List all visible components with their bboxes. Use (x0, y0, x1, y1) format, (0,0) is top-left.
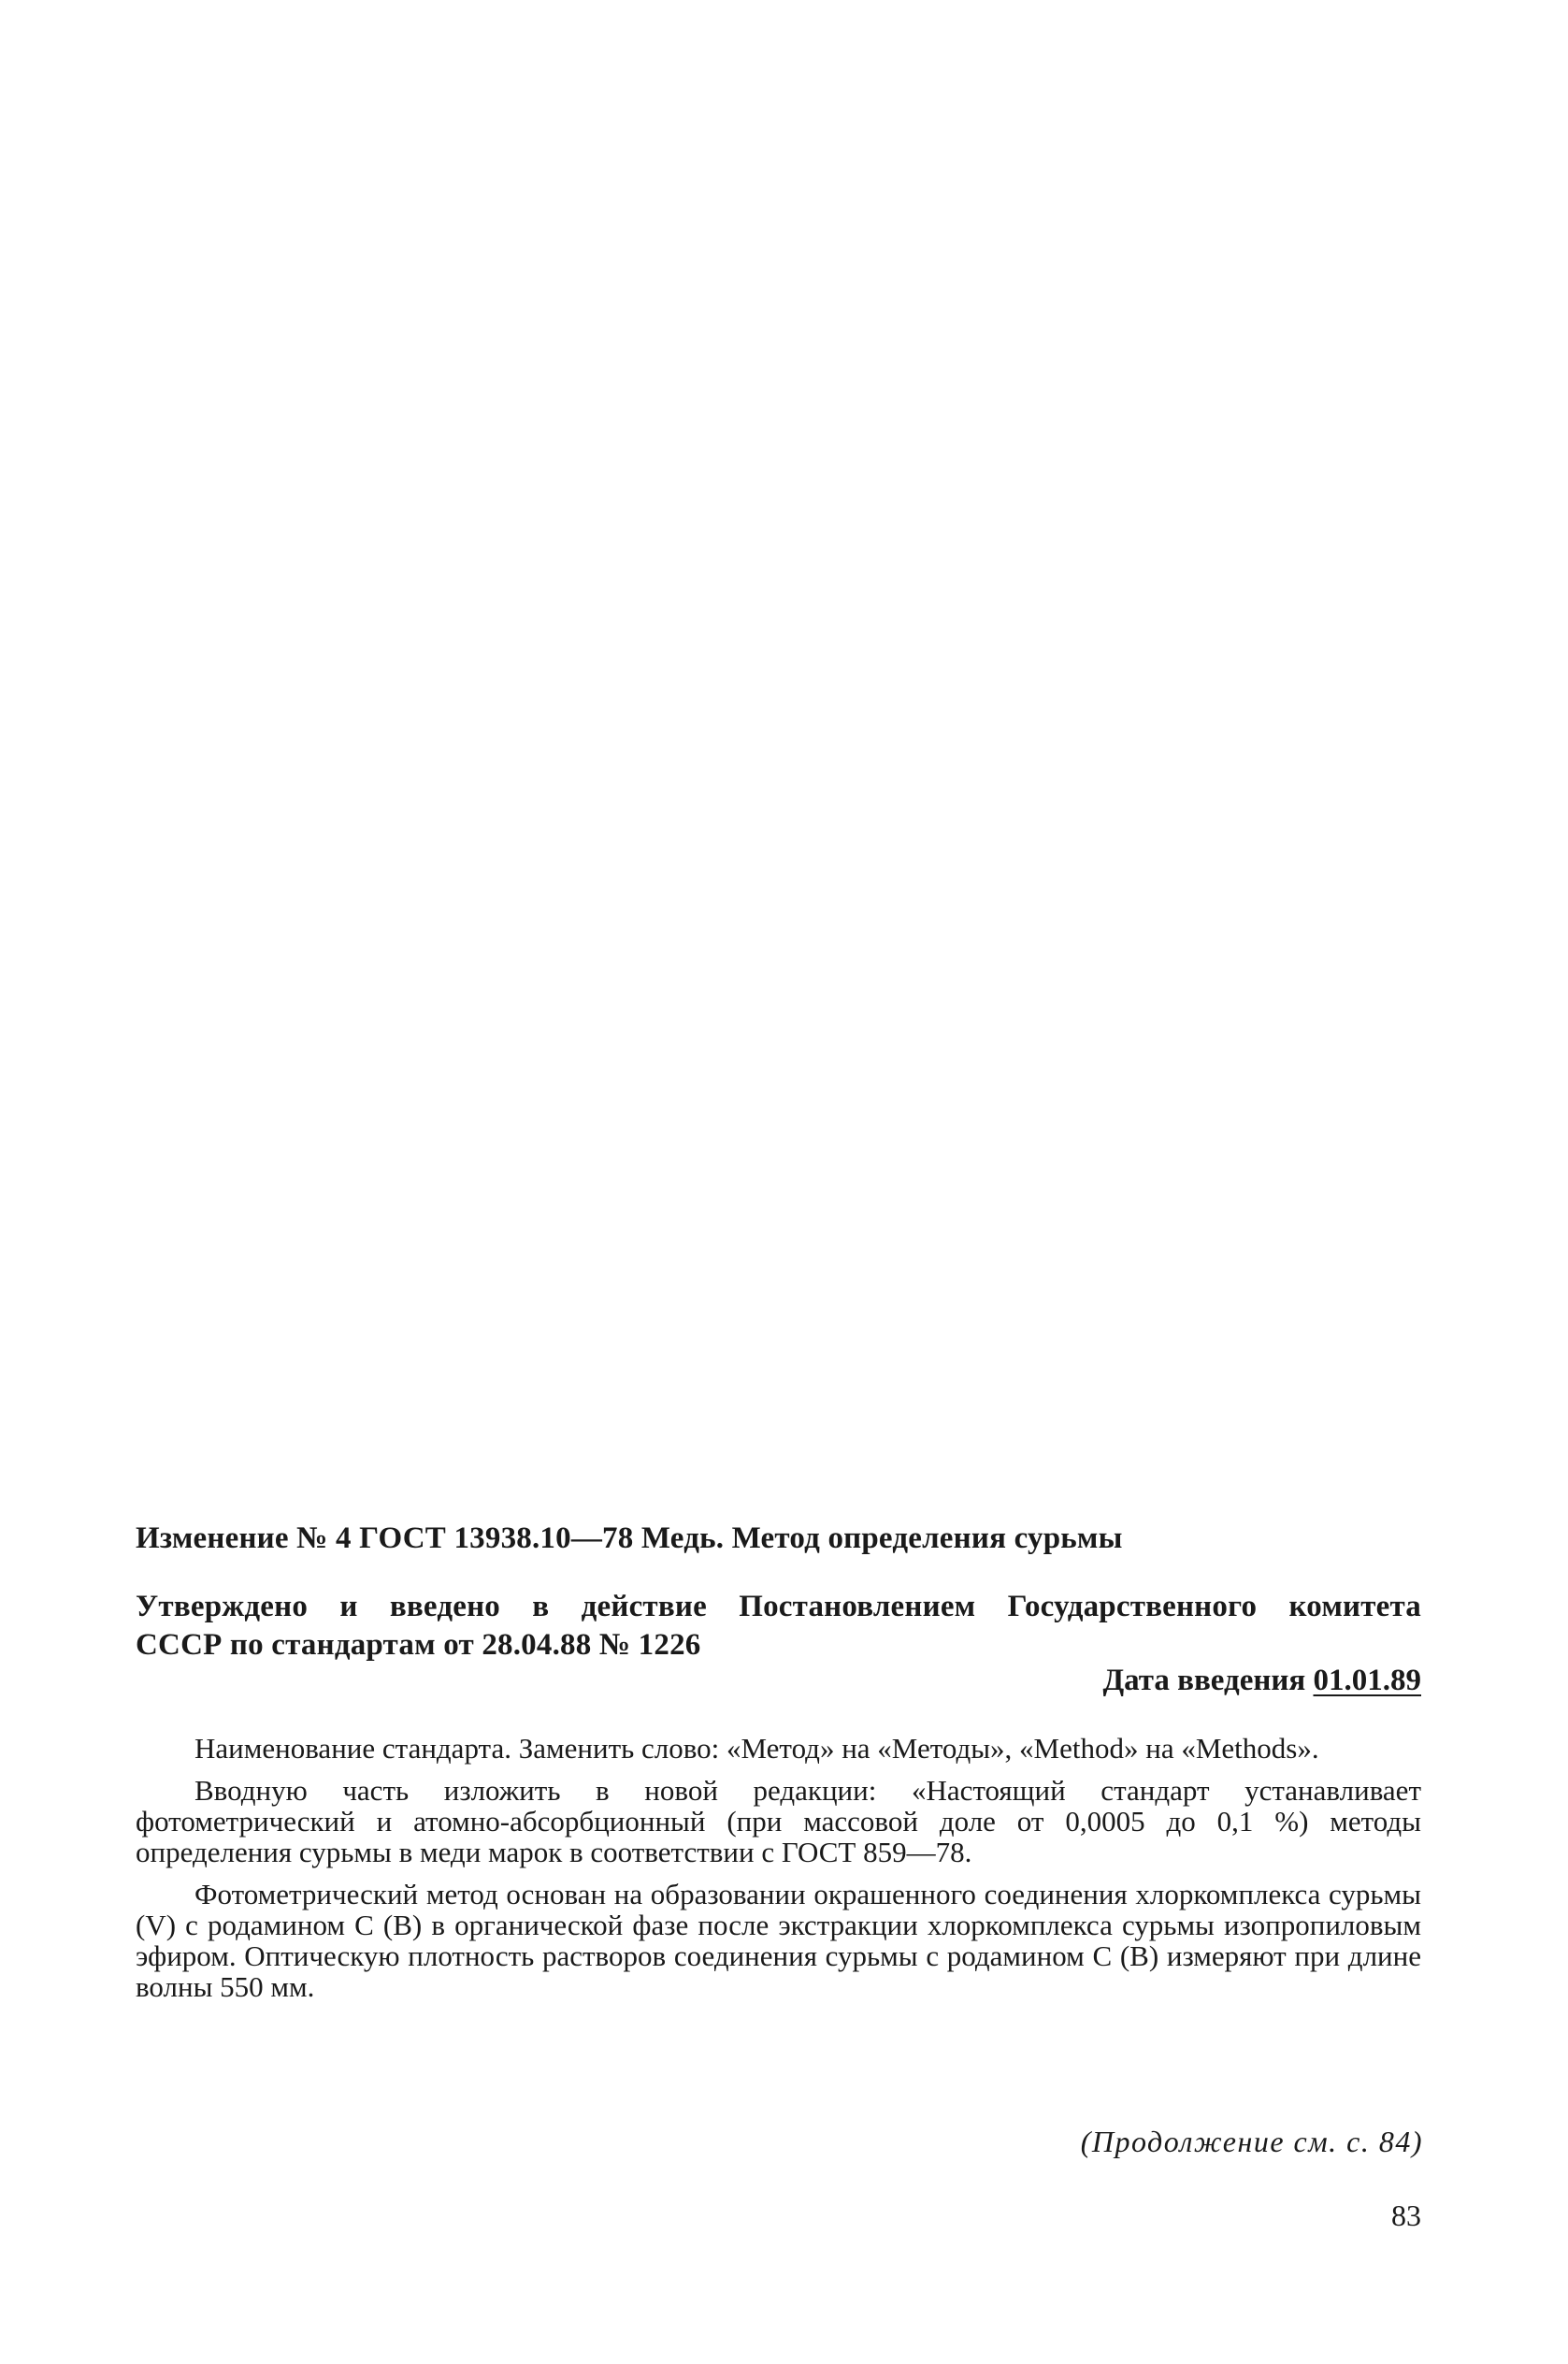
page-number: 83 (1391, 2198, 1421, 2232)
approval-line-1: Утверждено и введено в действие Постановлением Государственного комитета (136, 1590, 1421, 1623)
approval-line-2: СССР по стандартам от 28.04.88 № 1226 (136, 1628, 701, 1662)
document-body (136, 1733, 1421, 2013)
effective-date-value: 01.01.89 (1313, 1664, 1421, 1697)
effective-date-line (1102, 1662, 1421, 1700)
paragraph-method-description: Фотометрический метод основан на образовании окрашенного соединения хлоркомплекса сурьмы (V) с родамином С (В) в органической фазе после экстракции хлоркомплекса сурьмы изопропиловым эфиром. Оптическую плотность растворов соединения сурьмы с родамином С (В) измеряют при длине волны 550 мм. (136, 1878, 1421, 2003)
paragraph-introduction: Вводную часть изложить в новой редакции: «Настоящий стандарт устанавливает фотометрический и атомно-абсорбционный (при массовой доле от 0,0005 до 0,1 %) методы определения сурьмы в меди марок в соответствии с ГОСТ 859—78. (136, 1774, 1421, 1868)
continuation-note: (Продолжение см. с. 84) (1080, 2125, 1423, 2158)
effective-date-label: Дата введения (1102, 1664, 1306, 1697)
paragraph-title-change: Наименование стандарта. Заменить слово: «Метод» на «Методы», «Method» на «Methods». (194, 1732, 1319, 1765)
document-title: Изменение № 4 ГОСТ 13938.10—78 Медь. Метод определения сурьмы (136, 1521, 1123, 1555)
approval-statement (136, 1588, 1421, 1665)
